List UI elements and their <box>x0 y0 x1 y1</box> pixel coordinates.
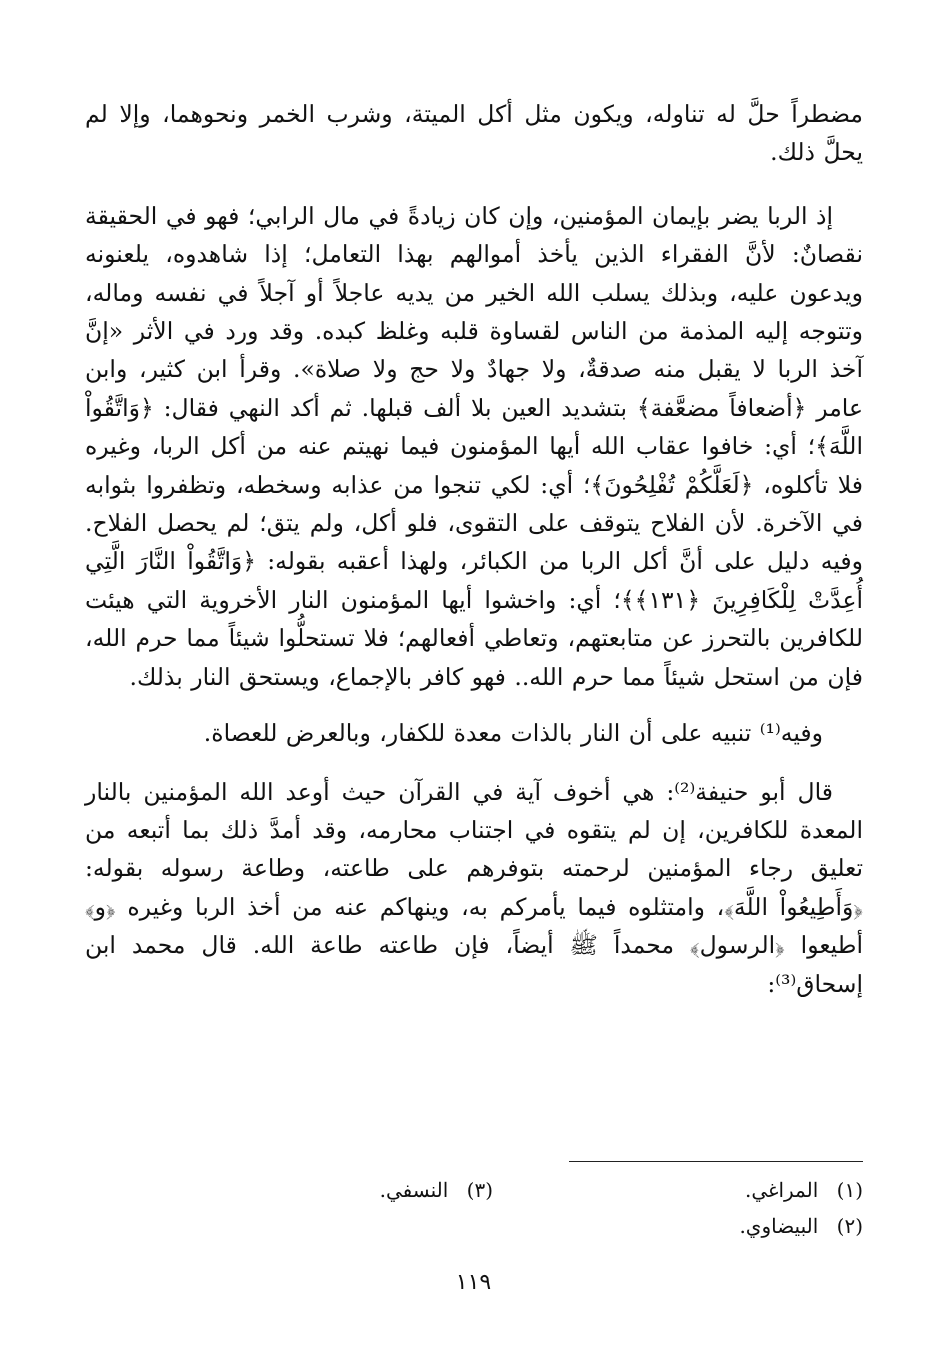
footnote-3 <box>123 1172 493 1208</box>
paragraph-4: قال أبو حنيفة⁽²⁾: هي أخوف آية في القرآن حيث أوعد الله المؤمنين بالنار المعدة للكافرين، إن لم يتقوه في اجتناب محارمه، وقد أمدَّ ذلك بما أتبعه من تعليق رجاء المؤمنين لرحمته بتوفرهم على طاعته، وطاعة رسوله بقوله: ﴿وَأَطِيعُواْ اللَّهَ﴾، وامتثلوه فيما يأمركم به، وينهاكم عنه من أخذ الربا وغيره ﴿و﴾ أطيعوا ﴿الرسول﴾ محمداً ﷺ أيضاً، فإن طاعته طاعة الله. قال محمد ابن إسحاق⁽³⁾: <box>85 777 863 998</box>
footnote-number: (٣) <box>466 1178 493 1202</box>
footnotes <box>85 1172 863 1244</box>
footnote-text: البيضاوي. <box>739 1214 819 1238</box>
footnote-number: (١) <box>836 1178 863 1202</box>
footnote-text: النسفي. <box>379 1178 449 1202</box>
footnote-1 <box>493 1172 863 1208</box>
footnote-2 <box>493 1208 863 1244</box>
footnote-number: (٢) <box>836 1214 863 1238</box>
paragraph-1: مضطراً حلَّ له تناوله، ويكون مثل أكل الميتة، وشرب الخمر ونحوهما، وإلا لم يحلَّ ذلك. <box>85 100 863 167</box>
paragraph-3: وفيه⁽¹⁾ تنبيه على أن النار بالذات معدة للكفار، وبالعرض للعصاة. <box>203 719 823 748</box>
footnote-divider <box>569 1161 863 1162</box>
footnote-row <box>85 1208 863 1244</box>
paragraph-2: إذ الربا يضر بإيمان المؤمنين، وإن كان زيادةً في مال الرابي؛ فهو في الحقيقة نقصانٌ: لأنَّ الفقراء الذين يأخذ أموالهم بهذا التعامل؛ إذا شاهدوه، يلعنونه ويدعون عليه، وبذلك يسلب الله الخير من يديه عاجلاً أو آجلاً في نفسه وماله، وتتوجه إليه المذمة من الناس لقساوة قلبه وغلظ كبده. وقد ورد في الأثر «إنَّ آخذ الربا لا يقبل منه صدقةٌ، ولا جهادٌ ولا حج ولا صلاة». وقرأ ابن كثير، وابن عامر ﴿أضعافاً مضعَّفة﴾ بتشديد العين بلا ألف قبلها. ثم أكد النهي فقال: ﴿وَاتَّقُواْ اللَّهَ﴾؛ أي: خافوا عقاب الله أيها المؤمنون فيما نهيتم عنه من أكل الربا، وغيره فلا تأكلوه، ﴿لَعَلَّكُمْ تُفْلِحُونَ﴾؛ أي: لكي تنجوا من عذابه وسخطه، وتظفروا بثوابه في الآخرة. لأن الفلاح يتوقف على التقوى، فلو أكل، ولم يتق؛ لم يحصل الفلاح. وفيه دليل على أنَّ أكل الربا من الكبائر، ولهذا أعقبه بقوله: ﴿وَاتَّقُواْ النَّارَ الَّتِي أُعِدَّتْ لِلْكَافِرِينَ ﴿١٣١﴾﴾؛ أي: واخشوا أيها المؤمنون النار الأخروية التي هيئت للكافرين بالتحرز عن متابعتهم، وتعاطي أفعالهم؛ فلا تستحلُّوا شيئاً مما حرم الله، فإن من استحل شيئاً مما حرم الله.. فهو كافر بالإجماع، ويستحق النار بذلك. <box>85 201 863 691</box>
page-body <box>85 95 863 1003</box>
footnote-row <box>85 1172 863 1208</box>
page-number: ١١٩ <box>455 1270 492 1295</box>
footnote-text: المراغي. <box>744 1178 819 1202</box>
